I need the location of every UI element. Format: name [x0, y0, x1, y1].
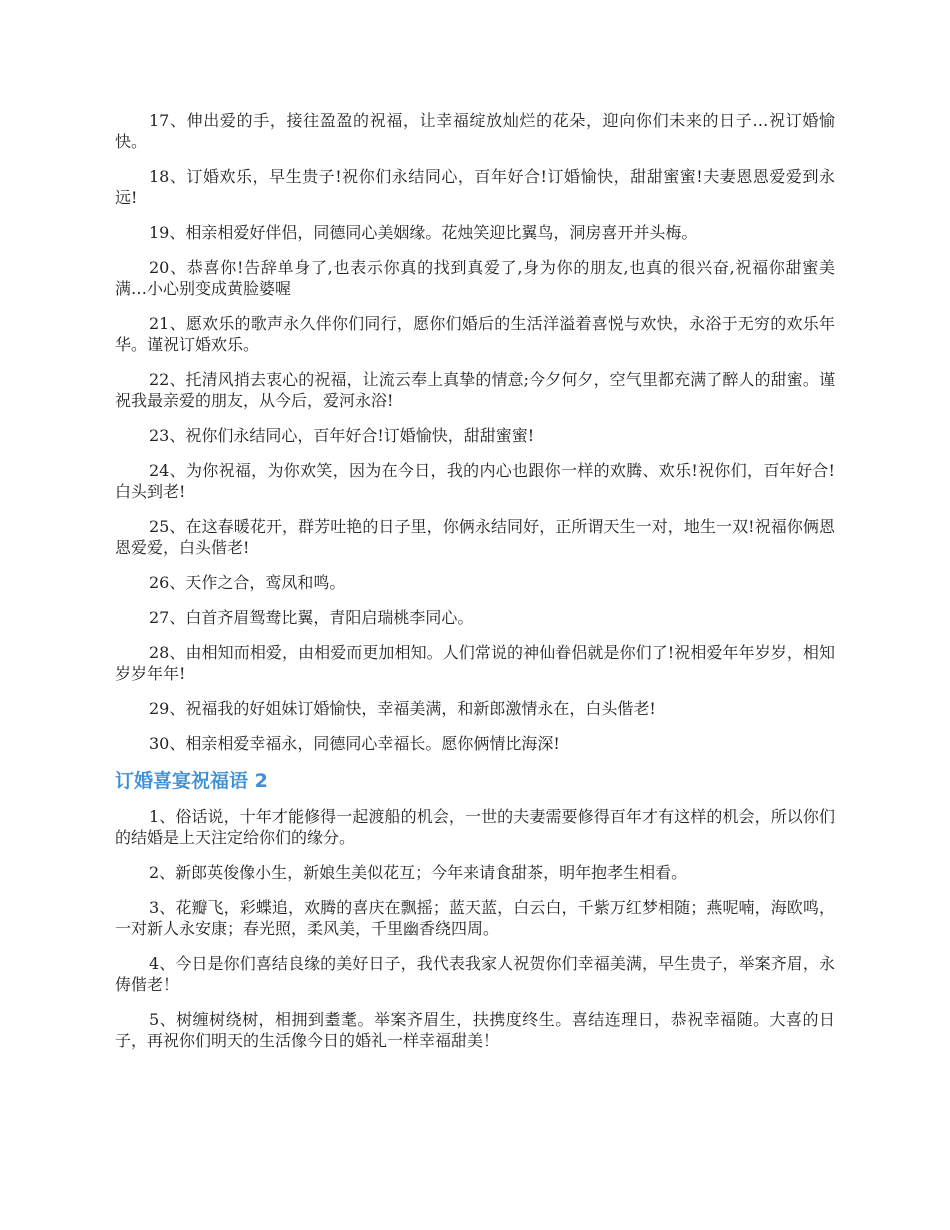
document-body [115, 110, 835, 1065]
blessing-paragraph: 24、为你祝福，为你欢笑，因为在今日，我的内心也跟你一样的欢腾、欢乐!祝你们，百年好合!白头到老! [115, 461, 835, 501]
blessing-paragraph: 27、白首齐眉鸳鸯比翼，青阳启瑞桃李同心。 [149, 608, 474, 627]
blessing-paragraph: 26、天作之合，鸾凤和鸣。 [149, 573, 346, 592]
blessing-paragraph: 30、相亲相爱幸福永，同德同心幸福长。愿你俩情比海深! [149, 734, 560, 753]
blessing-paragraph: 29、祝福我的好姐妹订婚愉快，幸福美满，和新郎激情永在，白头偕老! [149, 699, 656, 718]
blessing-paragraph: 25、在这春暖花开，群芳吐艳的日子里，你俩永结同好，正所谓天生一对，地生一双!祝福你俩恩恩爱爱，白头偕老! [115, 517, 835, 557]
blessing-paragraph: 17、伸出爱的手，接往盈盈的祝福，让幸福绽放灿烂的花朵，迎向你们未来的日子…祝订婚愉快。 [115, 111, 835, 151]
blessing-paragraph: 19、相亲相爱好伴侣，同德同心美姻缘。花烛笑迎比翼鸟，洞房喜开并头梅。 [149, 223, 698, 242]
blessing-paragraph: 23、祝你们永结同心，百年好合!订婚愉快，甜甜蜜蜜! [149, 426, 535, 445]
blessing-paragraph: 5、树缠树绕树，相拥到耋耄。举案齐眉生，扶携度终生。喜结连理日，恭祝幸福随。大喜的日子，再祝你们明天的生活像今日的婚礼一样幸福甜美！ [115, 1010, 835, 1050]
blessing-paragraph: 20、恭喜你!告辞单身了,也表示你真的找到真爱了,身为你的朋友,也真的很兴奋,祝福你甜蜜美满…小心别变成黄脸婆喔 [115, 258, 835, 298]
blessing-paragraph: 21、愿欢乐的歌声永久伴你们同行，愿你们婚后的生活洋溢着喜悦与欢快，永浴于无穷的欢乐年华。谨祝订婚欢乐。 [115, 314, 835, 354]
blessing-paragraph: 2、新郎英俊像小生，新娘生美似花互；今年来请食甜茶，明年抱孝生相看。 [149, 863, 688, 882]
section-heading: 订婚喜宴祝福语 2 [115, 770, 268, 792]
blessing-paragraph: 18、订婚欢乐，早生贵子!祝你们永结同心，百年好合!订婚愉快，甜甜蜜蜜!夫妻恩恩爱爱到永远! [115, 167, 835, 207]
blessing-paragraph: 4、今日是你们喜结良缘的美好日子，我代表我家人祝贺你们幸福美满，早生贵子，举案齐眉，永俦偕老！ [115, 954, 835, 994]
blessing-paragraph: 1、俗话说，十年才能修得一起渡船的机会，一世的夫妻需要修得百年才有这样的机会，所以你们的结婚是上天注定给你们的缘分。 [115, 807, 835, 847]
blessing-paragraph: 28、由相知而相爱，由相爱而更加相知。人们常说的神仙眷侣就是你们了!祝相爱年年岁岁，相知岁岁年年! [115, 643, 835, 683]
blessing-paragraph: 3、花瓣飞，彩蝶追，欢腾的喜庆在飘摇；蓝天蓝，白云白，千紫万红梦相随；燕呢喃，海欧鸣，一对新人永安康；春光照，柔风美，千里幽香绕四周。 [115, 898, 835, 938]
blessing-paragraph: 22、托清风捎去衷心的祝福，让流云奉上真挚的情意;今夕何夕，空气里都充满了醉人的甜蜜。谨祝我最亲爱的朋友，从今后，爱河永浴! [115, 370, 835, 410]
